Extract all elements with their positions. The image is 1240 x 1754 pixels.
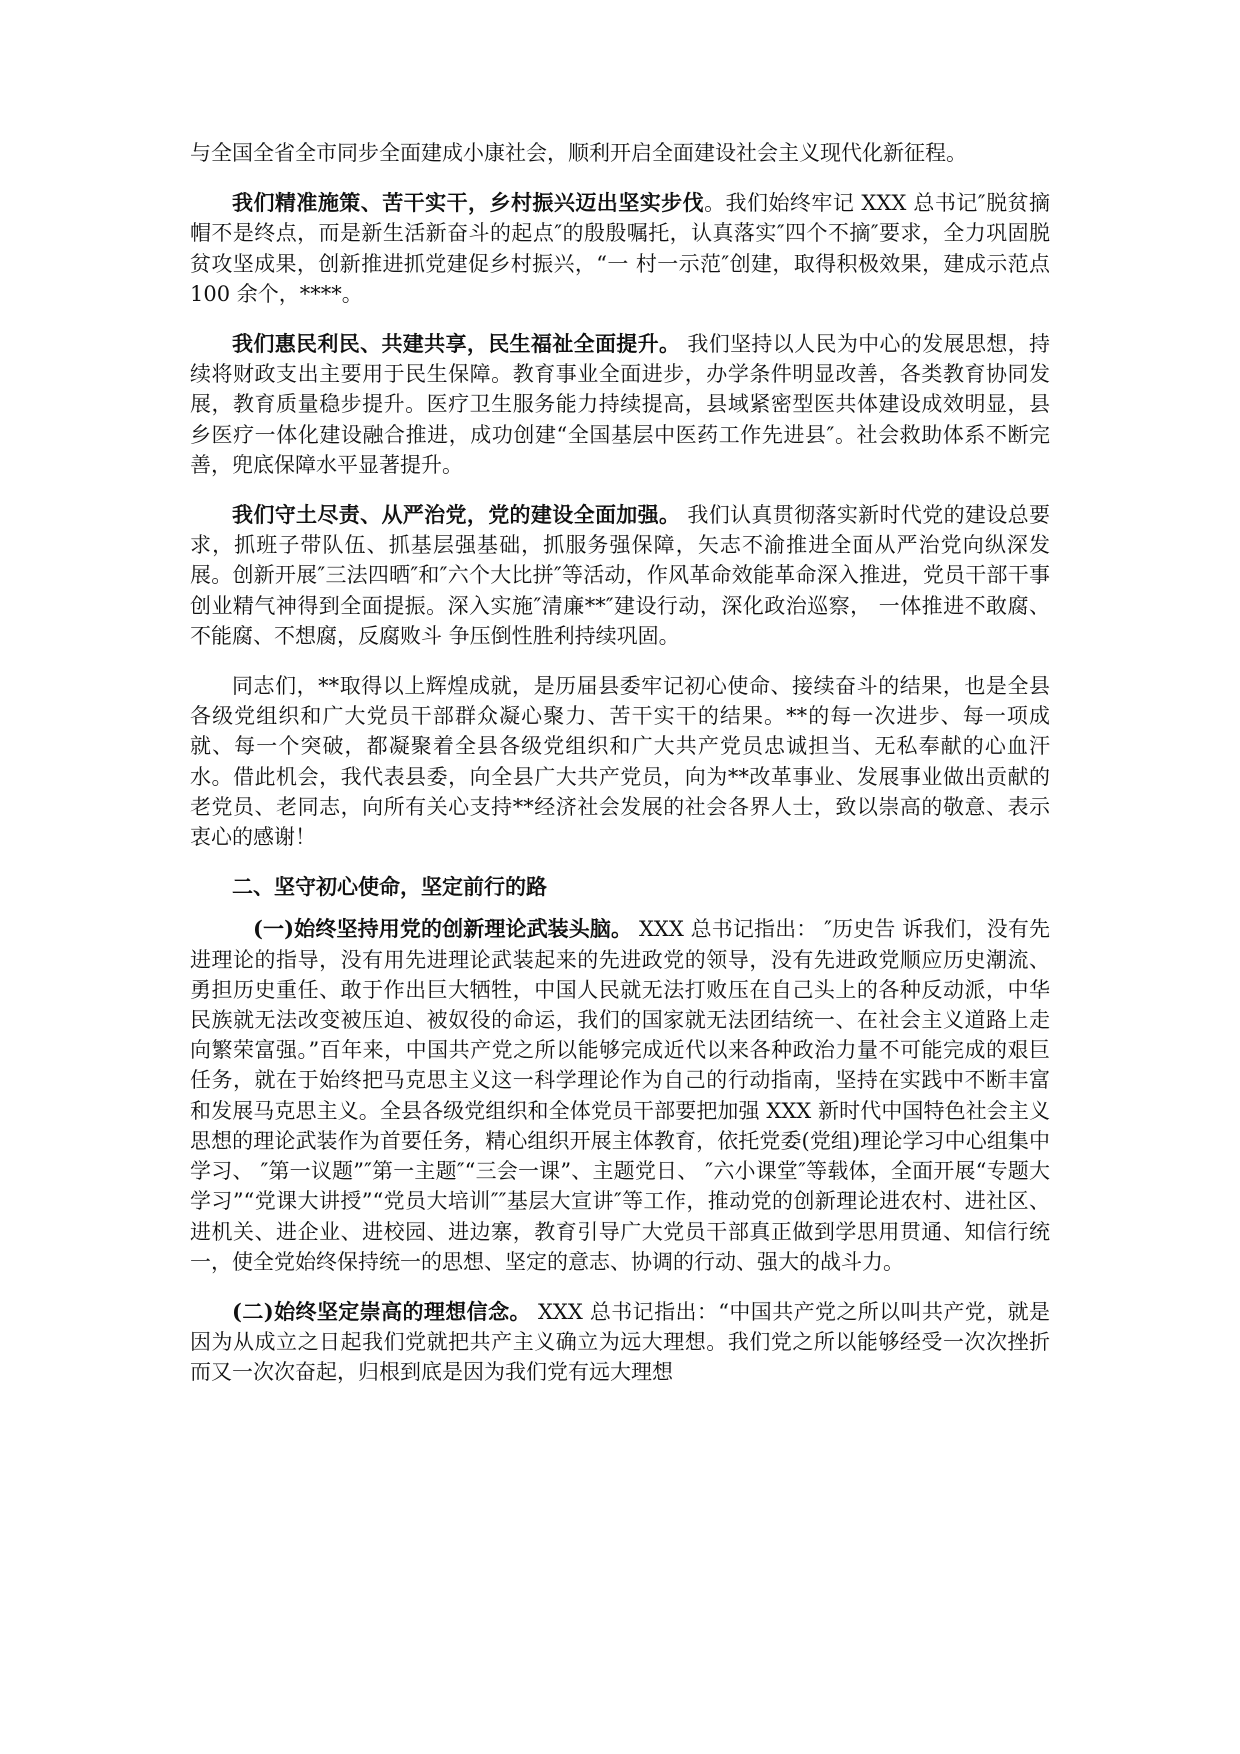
paragraph-ideals [190, 1297, 1050, 1388]
paragraph-lead: (二)始终坚定崇高的理想信念。 [232, 1298, 531, 1324]
section-heading-text: 二、坚守初心使命，坚定前行的路 [232, 874, 547, 900]
paragraph-text: 我们认真贯彻落实新时代党的建设总要求，抓班子带队伍、抓基层强基础，抓服务强保障，矢志不渝推进全面从严治党向纵深发展。创新开展″三法四晒″和″六个大比拼″等活动，作风革命效能革命深入推进，党员干部干事创业精气神得到全面提振。深入实施″清廉**″建设行动，深化政治巡察， 一体推进不敢腐、不能腐、不想腐，反腐败斗 争压倒性胜利持续巩固。 [190, 503, 1050, 648]
paragraph-party-building [190, 500, 1050, 651]
document-page [190, 138, 1050, 1408]
paragraph-rural-revitalization [190, 188, 1050, 309]
paragraph-lead: (一)始终坚持用党的创新理论武装头脑。 [253, 916, 633, 942]
section-heading [190, 872, 1050, 902]
paragraph-livelihood [190, 329, 1050, 480]
paragraph-text: 同志们，**取得以上辉煌成就，是历届县委牢记初心使命、接续奋斗的结果，也是全县各级党组织和广大党员干部群众凝心聚力、苦干实干的结果。**的每一次进步、每一项成就、每一个突破，都凝聚着全县各级党组织和广大共产党员忠诚担当、无私奉献的心血汗水。借此机会，我代表县委，向全县广大共产党员，向为**改革事业、发展事业做出贡献的老党员、老同志，向所有关心支持**经济社会发展的社会各界人士，致以崇高的敬意、表示衷心的感谢！ [190, 674, 1050, 850]
paragraph-lead: 我们精准施策、苦干实干，乡村振兴迈出坚实步伐 [232, 190, 705, 216]
paragraph-innovative-theory [190, 914, 1050, 1276]
paragraph-text: XXX 总书记指出：“中国共产党之所以叫共产党，就是因为从成立之日起我们党就把共产主义确立为远大理想。我们党之所以能够经受一次次挫折而又一次次奋起，归根到底是因为我们党有远大理想 [190, 1299, 1051, 1385]
paragraph-lead: 我们惠民利民、共建共享，民生福祉全面提升。 [232, 331, 681, 357]
paragraph-text: XXX 总书记指出： ″历史告 诉我们，没有先进理论的指导，没有用先进理论武装起来的先进政党的领导，没有先进政党顺应历史潮流、勇担历史重任、敢于作出巨大牺牲，中国人民就无法打败压在自己头上的各种反动派，中华民族就无法改变被压迫、被奴役的命运，我们的国家就无法团结统一、在社会主义道路上走向繁荣富强。”百年来，中国共产党之所以能够完成近代以来各种政治力量不可能完成的艰巨任务，就在于始终把马克思主义这一科学理论作为自己的行动指南，坚持在实践中不断丰富和发展马克思主义。全县各级党组织和全体党员干部要把加强 XXX 新时代中国特色社会主义思想的理论武装作为首要任务，精心组织开展主体教育，依托党委(党组)理论学习中心组集中学习、 ″第一议题”″第一主题″“三会一课”、主题党日、 ″六小课堂″等载体，全面开展“专题大学习”“党课大讲授”“党员大培训″″基层大宣讲″等工作，推动党的创新理论进农村、进社区、进机关、进企业、进校园、进边寨，教育引导广大党员干部真正做到学思用贯通、知信行统一，使全党始终保持统一的思想、坚定的意志、协调的行动、强大的战斗力。 [190, 917, 1050, 1274]
paragraph-continuation [190, 138, 1050, 168]
paragraph-text: 我们坚持以人民为中心的发展思想，持续将财政支出主要用于民生保障。教育事业全面进步，办学条件明显改善，各类教育协同发展，教育质量稳步提升。医疗卫生服务能力持续提高，县域紧密型医共体建设成效明显，县乡医疗一体化建设融合推进，成功创建“全国基层中医药工作先进县″。社会救助体系不断完善，兜底保障水平显著提升。 [190, 332, 1050, 477]
paragraph-text: 。我们始终牢记 XXX 总书记″脱贫摘帽不是终点，而是新生活新奋斗的起点″的殷殷嘱托，认真落实″四个不摘″要求，全力巩固脱贫攻坚成果，创新推进抓党建促乡村振兴，“一 村一示范″创建，取得积极效果，建成示范点 100 余个，****。 [190, 191, 1051, 306]
paragraph-lead: 我们守土尽责、从严治党，党的建设全面加强。 [232, 502, 681, 528]
paragraph-comrades [190, 671, 1050, 852]
paragraph-text: 与全国全省全市同步全面建成小康社会，顺利开启全面建设社会主义现代化新征程。 [190, 141, 967, 165]
